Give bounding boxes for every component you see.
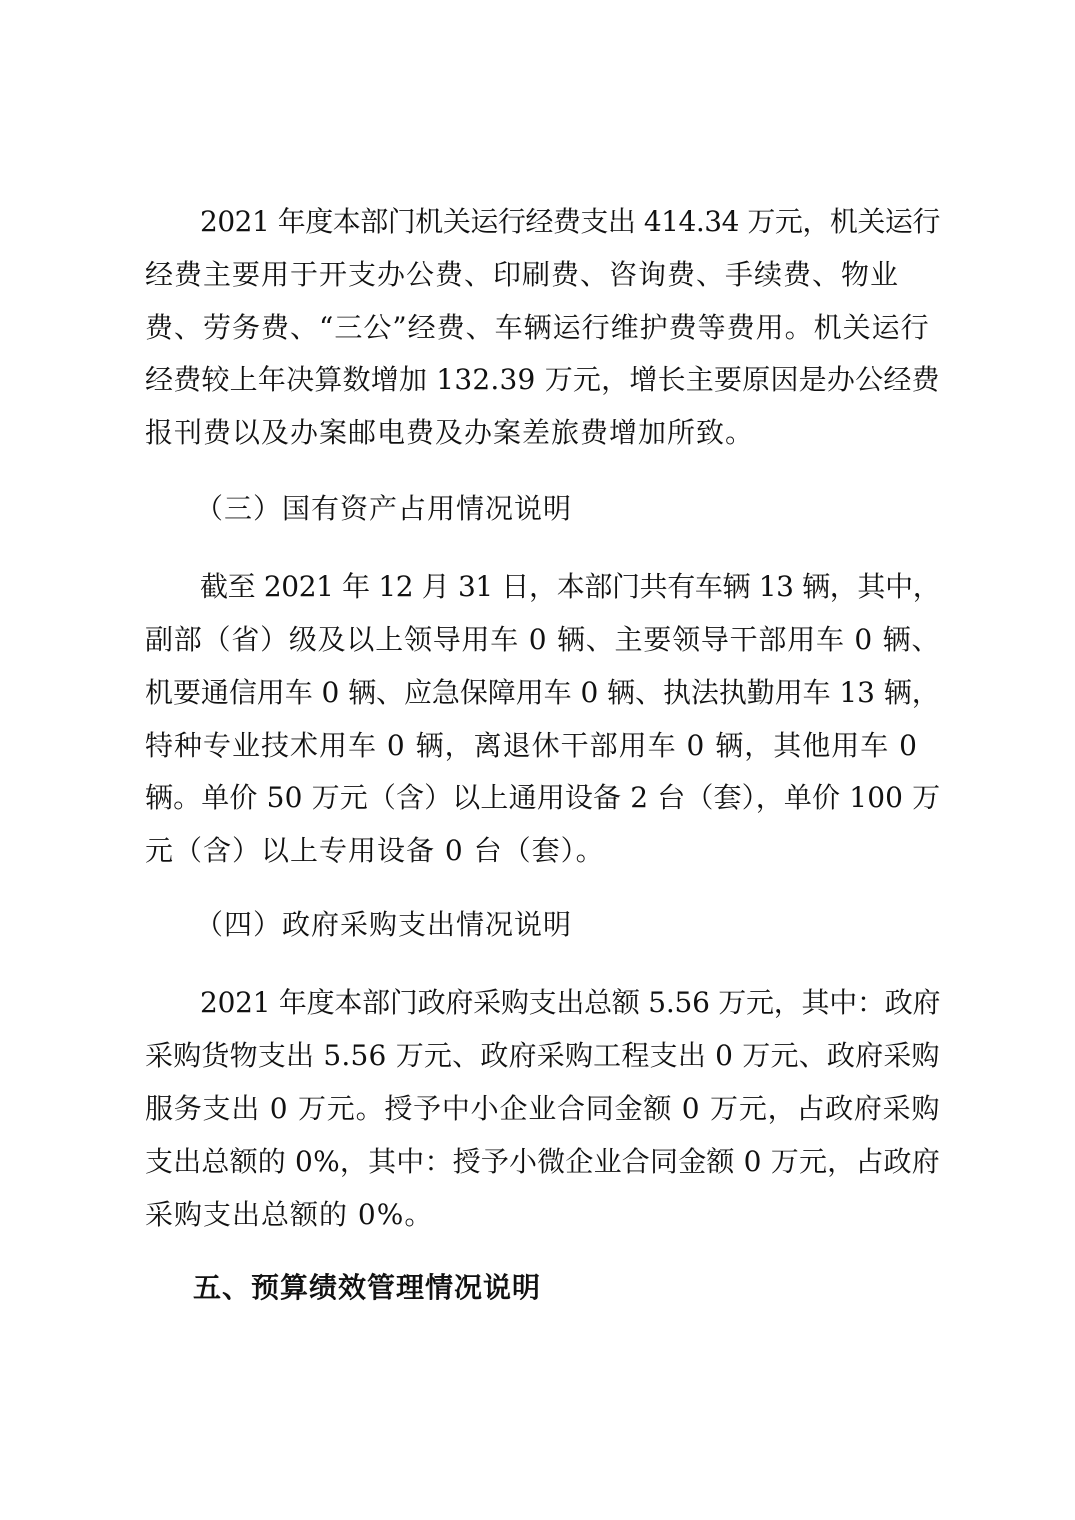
paragraph-2-line-1: 截至 2021 年 12 月 31 日，本部门共有车辆 13 辆，其中， xyxy=(200,570,941,603)
paragraph-1-line-3: 费、劳务费、“三公”经费、车辆运行维护费等费用。机关运行 xyxy=(145,311,930,344)
paragraph-1-line-4: 经费较上年决算数增加 132.39 万元，增长主要原因是办公经费 xyxy=(145,363,940,396)
paragraph-3-line-3: 服务支出 0 万元。授予中小企业合同金额 0 万元，占政府采购 xyxy=(145,1092,941,1125)
paragraph-1-line-5: 报刊费以及办案邮电费及办案差旅费增加所致。 xyxy=(145,416,755,449)
section-heading-3: （三）国有资产占用情况说明 xyxy=(195,492,573,525)
section-heading-5: 五、预算绩效管理情况说明 xyxy=(193,1271,542,1304)
paragraph-2-line-4: 特种专业技术用车 0 辆，离退休干部用车 0 辆，其他用车 0 xyxy=(145,729,918,762)
section-heading-4: （四）政府采购支出情况说明 xyxy=(195,908,573,941)
paragraph-3-line-1: 2021 年度本部门政府采购支出总额 5.56 万元，其中：政府 xyxy=(200,986,941,1019)
paragraph-2-line-5: 辆。单价 50 万元（含）以上通用设备 2 台（套），单价 100 万 xyxy=(145,781,941,814)
paragraph-1-line-1: 2021 年度本部门机关运行经费支出 414.34 万元，机关运行 xyxy=(200,205,940,238)
paragraph-2-line-3: 机要通信用车 0 辆、应急保障用车 0 辆、执法执勤用车 13 辆， xyxy=(145,676,940,709)
paragraph-2-line-2: 副部（省）级及以上领导用车 0 辆、主要领导干部用车 0 辆、 xyxy=(145,623,941,656)
paragraph-2-line-6: 元（含）以上专用设备 0 台（套）。 xyxy=(145,834,605,867)
paragraph-3-line-5: 采购支出总额的 0%。 xyxy=(145,1198,434,1231)
paragraph-1-line-2: 经费主要用于开支办公费、印刷费、咨询费、手续费、物业 xyxy=(145,258,900,291)
paragraph-3-line-2: 采购货物支出 5.56 万元、政府采购工程支出 0 万元、政府采购 xyxy=(145,1039,940,1072)
paragraph-3-line-4: 支出总额的 0%，其中：授予小微企业合同金额 0 万元，占政府 xyxy=(145,1145,940,1178)
